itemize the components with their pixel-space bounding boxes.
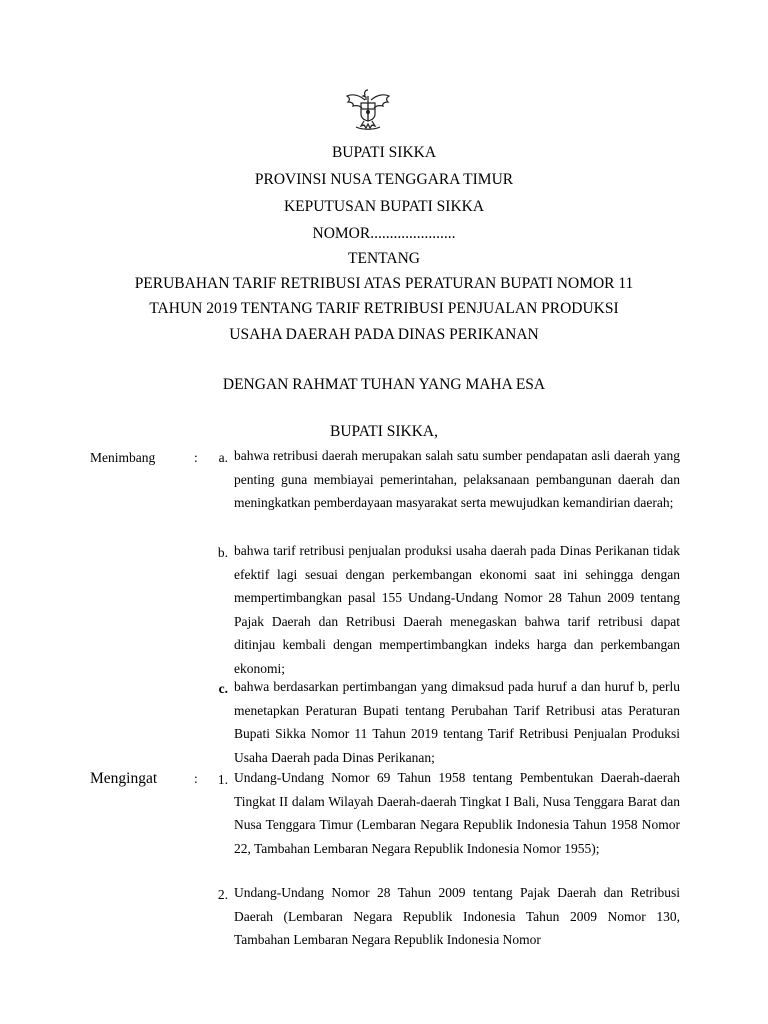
- header-line-decree: KEPUTUSAN BUPATI SIKKA: [283, 198, 485, 215]
- item-text: bahwa berdasarkan pertimbangan yang dimaksud pada huruf a dan huruf b, perlu menetapkan Peraturan Bupati tentang Perubahan Tarif Retribusi atas Peraturan Bupati Sikka Nomor 11 Tahun 2019 tentang Tarif Retribusi Penjualan Produksi Usaha Daerah pada Dinas Perikanan;: [234, 679, 680, 765]
- header-line-about: TENTANG: [348, 250, 420, 267]
- document-title: [0, 274, 768, 350]
- title-line: PERUBAHAN TARIF RETRIBUSI ATAS PERATURAN BUPATI NOMOR 11: [134, 275, 634, 292]
- item-text: bahwa retribusi daerah merupakan salah satu sumber pendapatan asli daerah yang penting guna membiayai pemerintahan, pelaksanaan pembangunan daerah dan meningkatkan pemberdayaan masyarakat serta mewujudkan kemandirian daerah;: [234, 448, 680, 510]
- item-text: Undang-Undang Nomor 28 Tahun 2009 tentang Pajak Daerah dan Retribusi Daerah (Lembaran Negara Republik Indonesia Tahun 2009 Nomor 130, Tambahan Lembaran Negara Republik Indonesia Nomor: [234, 885, 680, 947]
- item-marker: a.: [218, 450, 228, 465]
- item-marker: c.: [218, 681, 228, 696]
- menimbang-label: Menimbang: [90, 450, 156, 465]
- title-line: TAHUN 2019 TENTANG TARIF RETRIBUSI PENJUALAN PRODUKSI: [149, 300, 619, 318]
- header-line-number: NOMOR......................: [312, 225, 456, 242]
- menimbang-colon: :: [194, 450, 198, 465]
- header-line-regent: BUPATI SIKKA: [331, 144, 437, 161]
- title-line: USAHA DAERAH PADA DINAS PERIKANAN: [229, 325, 539, 343]
- invocation: DENGAN RAHMAT TUHAN YANG MAHA ESA: [222, 376, 546, 393]
- item-marker: b.: [217, 545, 228, 560]
- item-marker: 1.: [217, 772, 228, 787]
- item-marker: 2.: [217, 887, 228, 902]
- authority-line: BUPATI SIKKA,: [330, 423, 438, 440]
- item-text: Undang-Undang Nomor 69 Tahun 1958 tentang Pembentukan Daerah-daerah Tingkat II dalam Wilayah Daerah-daerah Tingkat I Bali, Nusa Tenggara Barat dan Nusa Tenggara Timur (Lembaran Negara Republik Indonesia Tahun 1958 Nomor 22, Tambahan Lembaran Negara Republik Indonesia Nomor 1955);: [234, 770, 680, 856]
- mengingat-label: Mengingat: [90, 770, 158, 787]
- mengingat-colon: :: [194, 771, 198, 786]
- garuda-emblem-icon: [344, 84, 392, 132]
- item-text: bahwa tarif retribusi penjualan produksi usaha daerah pada Dinas Perikanan tidak efektif lagi sesuai dengan perkembangan ekonomi saat ini sehingga dengan mempertimbangkan pasal 155 Undang-Undang Nomor 28 Tahun 2009 tentang Pajak Daerah dan Retribusi Daerah menegaskan bahwa tarif retribusi dapat ditinjau kembali dengan mempertimbangkan indeks harga dan perkembangan ekonomi;: [234, 543, 680, 676]
- header-line-province: PROVINSI NUSA TENGGARA TIMUR: [254, 171, 514, 188]
